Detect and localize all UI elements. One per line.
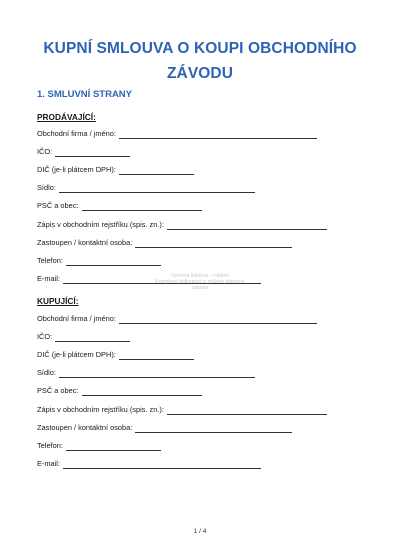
field-label: DIČ (je-li plátcem DPH): <box>37 350 116 359</box>
seller-city-field[interactable] <box>82 201 202 211</box>
field-label: Sídlo: <box>37 368 56 377</box>
buyer-dic-field[interactable] <box>119 350 194 360</box>
buyer-name-field[interactable] <box>119 314 317 324</box>
seller-address-row <box>37 182 255 193</box>
field-label: IČO: <box>37 332 53 341</box>
buyer-name-row <box>37 313 317 324</box>
buyer-address-row <box>37 367 255 378</box>
field-label: Sídlo: <box>37 183 56 192</box>
buyer-phone-field[interactable] <box>66 441 161 451</box>
seller-heading: PRODÁVAJÍCÍ: <box>37 112 96 122</box>
field-label: Zápis v obchodním rejstříku (spis. zn.): <box>37 405 164 414</box>
buyer-city-field[interactable] <box>82 386 202 396</box>
seller-dic-row <box>37 164 194 175</box>
buyer-contact-field[interactable] <box>135 423 292 433</box>
seller-ico-row <box>37 146 130 157</box>
buyer-contact-row <box>37 422 292 433</box>
buyer-email-field[interactable] <box>63 459 261 469</box>
buyer-address-field[interactable] <box>59 368 255 378</box>
field-label: E-mail: <box>37 274 60 283</box>
buyer-registry-field[interactable] <box>167 405 327 415</box>
buyer-email-row <box>37 458 261 469</box>
seller-address-field[interactable] <box>59 183 255 193</box>
field-label: IČO: <box>37 147 53 156</box>
seller-registry-row <box>37 219 327 230</box>
field-label: E-mail: <box>37 459 60 468</box>
document-title: KUPNÍ SMLOUVA O KOUPI OBCHODNÍHO ZÁVODU <box>43 40 357 82</box>
buyer-registry-row <box>37 404 327 415</box>
buyer-heading: KUPUJÍCÍ: <box>37 296 79 306</box>
seller-ico-field[interactable] <box>55 147 130 157</box>
field-label: Telefon: <box>37 441 63 450</box>
buyer-ico-field[interactable] <box>55 332 130 342</box>
seller-dic-field[interactable] <box>119 165 194 175</box>
field-label: Obchodní firma / jméno: <box>37 129 116 138</box>
seller-phone-field[interactable] <box>66 256 161 266</box>
buyer-dic-row <box>37 349 194 360</box>
field-label: PSČ a obec: <box>37 201 79 210</box>
field-label: Zápis v obchodním rejstříku (spis. zn.): <box>37 220 164 229</box>
field-label: PSČ a obec: <box>37 386 79 395</box>
buyer-city-row <box>37 385 202 396</box>
seller-name-field[interactable] <box>119 129 317 139</box>
buyer-ico-row <box>37 331 130 342</box>
field-label: Zastoupen / kontaktní osoba: <box>37 238 133 247</box>
watermark: Vzorová šablona – náhled Kompletní dokument si můžete stáhnout zdarma <box>155 273 245 291</box>
field-label: DIČ (je-li plátcem DPH): <box>37 165 116 174</box>
seller-name-row <box>37 128 317 139</box>
seller-contact-row <box>37 237 292 248</box>
buyer-phone-row <box>37 440 161 451</box>
field-label: Obchodní firma / jméno: <box>37 314 116 323</box>
seller-registry-field[interactable] <box>167 220 327 230</box>
field-label: Zastoupen / kontaktní osoba: <box>37 423 133 432</box>
seller-contact-field[interactable] <box>135 238 292 248</box>
page-number: 1 / 4 <box>193 528 207 535</box>
seller-city-row <box>37 200 202 211</box>
section-heading: 1. SMLUVNÍ STRANY <box>37 89 133 100</box>
field-label: Telefon: <box>37 256 63 265</box>
seller-phone-row <box>37 255 161 266</box>
